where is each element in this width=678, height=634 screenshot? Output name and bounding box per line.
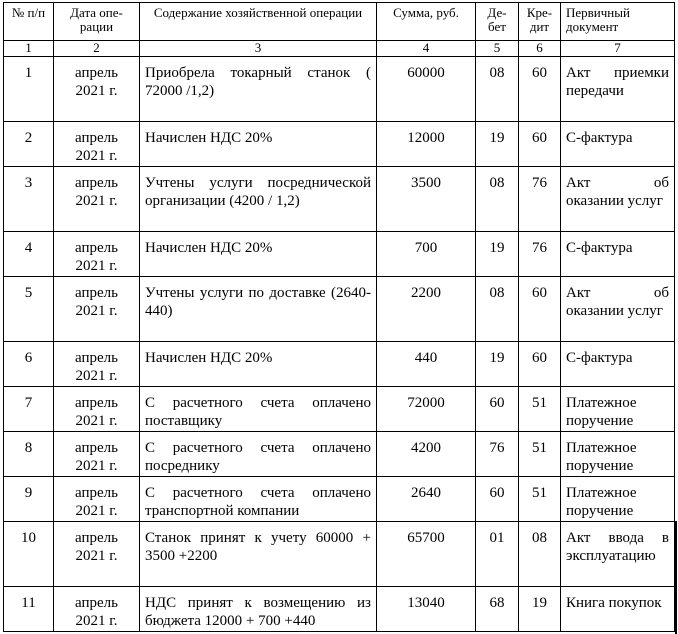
primary-document: Акт об оказании услуг [561, 277, 675, 342]
operation-date: апрель 2021 г. [54, 122, 140, 167]
header-date: Дата опе- рации [54, 3, 140, 41]
table-row [4, 432, 675, 477]
debit-account: 08 [476, 167, 519, 232]
col-number: 2 [54, 41, 140, 57]
operation-date: апрель 2021 г. [54, 277, 140, 342]
credit-account: 60 [519, 342, 561, 387]
credit-account: 51 [519, 387, 561, 432]
amount: 4200 [377, 432, 476, 477]
col-number: 6 [519, 41, 561, 57]
table-row [4, 587, 675, 632]
credit-account: 08 [519, 522, 561, 587]
credit-account: 60 [519, 277, 561, 342]
debit-account: 01 [476, 522, 519, 587]
operation-description: С расчетного счета оплачено поставщику [140, 387, 377, 432]
operation-description: Станок принят к учету 60000 + 3500 +2200 [140, 522, 377, 587]
operation-date: апрель 2021 г. [54, 387, 140, 432]
amount: 65700 [377, 522, 476, 587]
operation-date: апрель 2021 г. [54, 342, 140, 387]
header-sum: Сумма, руб. [377, 3, 476, 41]
col-number: 1 [4, 41, 54, 57]
debit-account: 60 [476, 387, 519, 432]
amount: 13040 [377, 587, 476, 632]
debit-account: 68 [476, 587, 519, 632]
credit-account: 51 [519, 432, 561, 477]
row-number: 9 [4, 477, 54, 522]
row-number: 4 [4, 232, 54, 277]
header-document: Первичный документ [561, 3, 675, 41]
col-number: 5 [476, 41, 519, 57]
primary-document: С-фактура [561, 232, 675, 277]
header-debit: Де- бет [476, 3, 519, 41]
credit-account: 60 [519, 122, 561, 167]
amount: 3500 [377, 167, 476, 232]
debit-account: 76 [476, 432, 519, 477]
table-row [4, 342, 675, 387]
credit-account: 51 [519, 477, 561, 522]
primary-document: С-фактура [561, 342, 675, 387]
operation-description: С расчетного счета оплачено посреднику [140, 432, 377, 477]
row-number: 7 [4, 387, 54, 432]
operation-date: апрель 2021 г. [54, 477, 140, 522]
debit-account: 08 [476, 277, 519, 342]
row-number: 5 [4, 277, 54, 342]
primary-document: Платежное поручение [561, 432, 675, 477]
amount: 2640 [377, 477, 476, 522]
debit-account: 19 [476, 232, 519, 277]
table-row [4, 167, 675, 232]
operation-description: НДС принят к возмещению из бюджета 12000 + 700 +440 [140, 587, 377, 632]
table-row [4, 477, 675, 522]
amount: 72000 [377, 387, 476, 432]
operation-description: Начислен НДС 20% [140, 342, 377, 387]
operation-date: апрель 2021 г. [54, 522, 140, 587]
debit-account: 60 [476, 477, 519, 522]
row-number: 6 [4, 342, 54, 387]
header-row [4, 3, 675, 41]
amount: 700 [377, 232, 476, 277]
row-number: 1 [4, 57, 54, 122]
table-row [4, 232, 675, 277]
operation-description: Приобрела токарный станок ( 72000 /1,2) [140, 57, 377, 122]
amount: 12000 [377, 122, 476, 167]
col-number: 7 [561, 41, 675, 57]
header-credit: Кре- дит [519, 3, 561, 41]
amount: 440 [377, 342, 476, 387]
row-number: 8 [4, 432, 54, 477]
operation-description: Начислен НДС 20% [140, 122, 377, 167]
col-number: 4 [377, 41, 476, 57]
primary-document: Акт приемки передачи [561, 57, 675, 122]
debit-account: 19 [476, 122, 519, 167]
col-number: 3 [140, 41, 377, 57]
primary-document: С-фактура [561, 122, 675, 167]
table-row [4, 122, 675, 167]
row-number: 3 [4, 167, 54, 232]
row-number: 10 [4, 522, 54, 587]
table-row [4, 522, 675, 587]
operation-description: Учтены услуги по доставке (2640-440) [140, 277, 377, 342]
credit-account: 76 [519, 232, 561, 277]
operation-description: Учтены услуги посреднической организации (4200 / 1,2) [140, 167, 377, 232]
row-number: 11 [4, 587, 54, 632]
header-no: № п/п [4, 3, 54, 41]
table-row [4, 277, 675, 342]
operation-date: апрель 2021 г. [54, 57, 140, 122]
primary-document: Платежное поручение [561, 387, 675, 432]
amount: 2200 [377, 277, 476, 342]
column-number-row [4, 41, 675, 57]
debit-account: 08 [476, 57, 519, 122]
ledger-table [3, 2, 675, 632]
debit-account: 19 [476, 342, 519, 387]
primary-document: Акт об оказании услуг [561, 167, 675, 232]
operation-description: Начислен НДС 20% [140, 232, 377, 277]
operation-date: апрель 2021 г. [54, 432, 140, 477]
amount: 60000 [377, 57, 476, 122]
credit-account: 19 [519, 587, 561, 632]
operation-date: апрель 2021 г. [54, 232, 140, 277]
operation-date: апрель 2021 г. [54, 167, 140, 232]
table-row [4, 387, 675, 432]
credit-account: 60 [519, 57, 561, 122]
credit-account: 76 [519, 167, 561, 232]
header-operation: Содержание хозяйственной операции [140, 3, 377, 41]
primary-document: Платежное поручение [561, 477, 675, 522]
operation-description: С расчетного счета оплачено транспортной компании [140, 477, 377, 522]
page-edge-line [675, 521, 677, 634]
primary-document: Книга покупок [561, 587, 675, 632]
row-number: 2 [4, 122, 54, 167]
table-row [4, 57, 675, 122]
operation-date: апрель 2021 г. [54, 587, 140, 632]
primary-document: Акт ввода в эксплуатацию [561, 522, 675, 587]
